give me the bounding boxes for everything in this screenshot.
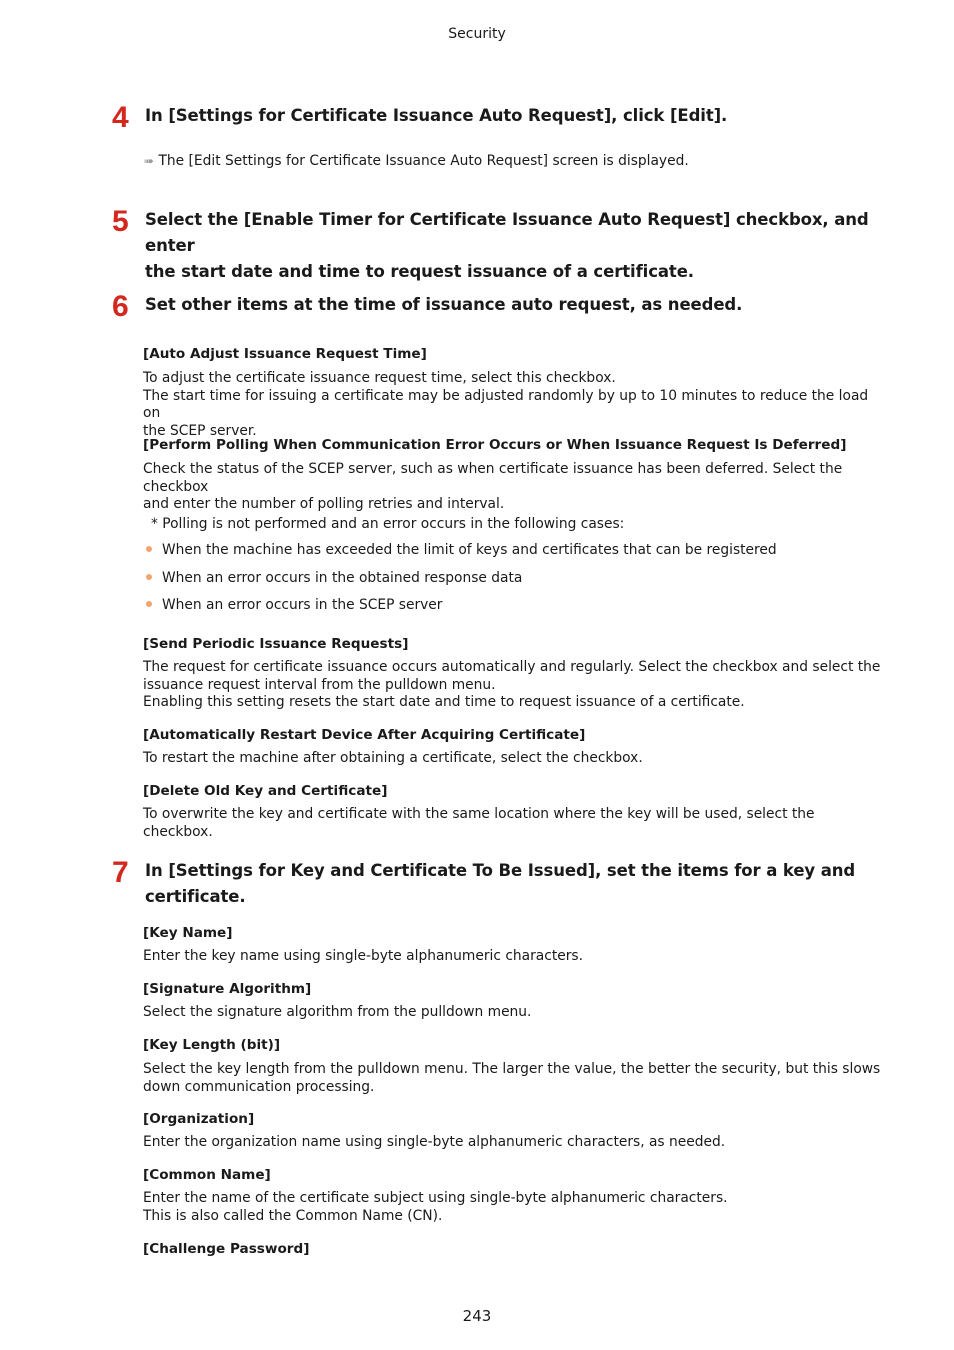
bullet-dot-icon (146, 546, 152, 552)
step-number-4: 4 (112, 101, 129, 134)
setting-description (143, 750, 888, 768)
setting-term: [Send Periodic Issuance Requests] (143, 636, 409, 652)
setting-term: [Auto Adjust Issuance Request Time] (143, 346, 427, 362)
description-line: Enter the name of the certificate subject using single-byte alphanumeric characters. (143, 1190, 728, 1206)
setting-description (143, 1061, 888, 1096)
description-line: the SCEP server. (143, 422, 257, 439)
bullet-item (146, 569, 522, 587)
description-line: and enter the number of polling retries and interval. (143, 496, 505, 512)
description-line: Enter the key name using single-byte alphanumeric characters. (143, 948, 583, 964)
step-title-6: Set other items at the time of issuance auto request, as needed. (145, 295, 743, 314)
description-line: down communication processing. (143, 1078, 375, 1095)
bullet-text: When the machine has exceeded the limit of keys and certificates that can be registered (162, 542, 777, 558)
bullet-dot-icon (146, 574, 152, 580)
setting-description (143, 370, 888, 440)
bullet-item (146, 596, 442, 614)
setting-description (143, 1134, 888, 1152)
setting-description (143, 1004, 888, 1022)
step-number-7: 7 (112, 856, 129, 889)
setting-term: [Key Length (bit)] (143, 1037, 281, 1053)
setting-description (143, 948, 888, 966)
description-line: Enter the organization name using single-byte alphanumeric characters, as needed. (143, 1134, 726, 1150)
step-result (144, 152, 689, 170)
bullet-text: When an error occurs in the SCEP server (162, 597, 443, 613)
step-title-line: certificate. (145, 887, 246, 906)
step-title-line: the start date and time to request issuance of a certificate. (145, 262, 694, 281)
setting-description (143, 806, 888, 841)
step-title-line: Select the [Enable Timer for Certificate Issuance Auto Request] checkbox, and enter (145, 210, 869, 255)
polling-note: * Polling is not performed and an error occurs in the following cases: (151, 516, 625, 532)
step-title-7 (145, 858, 885, 910)
setting-description (143, 1190, 888, 1225)
page-number: 243 (462, 1307, 492, 1325)
description-line: To restart the machine after obtaining a certificate, select the checkbox. (143, 750, 643, 766)
step-title-5 (145, 207, 885, 285)
description-line: The start time for issuing a certificate may be adjusted randomly by up to 10 minutes to reduce the load on (143, 387, 869, 421)
description-line: This is also called the Common Name (CN). (143, 1207, 443, 1224)
setting-term: [Common Name] (143, 1167, 271, 1183)
description-line: Check the status of the SCEP server, such as when certificate issuance has been deferred. Select the checkbox (143, 461, 843, 495)
result-arrow-icon: ➠ (144, 154, 152, 168)
description-line: Enabling this setting resets the start date and time to request issuance of a certificate. (143, 694, 745, 710)
setting-description (143, 659, 888, 712)
step-result-text: The [Edit Settings for Certificate Issuance Auto Request] screen is displayed. (158, 153, 689, 169)
description-line: To adjust the certificate issuance request time, select this checkbox. (143, 370, 616, 386)
description-line: The request for certificate issuance occurs automatically and regularly. Select the checkbox and select the (143, 659, 881, 675)
bullet-dot-icon (146, 601, 152, 607)
step-title-line: In [Settings for Key and Certificate To Be Issued], set the items for a key and (145, 861, 856, 880)
description-line: Select the key length from the pulldown menu. The larger the value, the better the security, but this slows (143, 1061, 881, 1077)
setting-term: [Automatically Restart Device After Acquiring Certificate] (143, 727, 586, 743)
setting-term: [Signature Algorithm] (143, 981, 312, 997)
description-line: Select the signature algorithm from the pulldown menu. (143, 1004, 532, 1020)
step-title-4: In [Settings for Certificate Issuance Auto Request], click [Edit]. (145, 106, 728, 125)
bullet-item (146, 541, 777, 559)
step-number-5: 5 (112, 205, 129, 238)
setting-term: [Delete Old Key and Certificate] (143, 783, 388, 799)
page-header-section: Security (448, 26, 506, 42)
step-number-6: 6 (112, 290, 129, 323)
description-line: issuance request interval from the pulldown menu. (143, 676, 496, 693)
description-line: To overwrite the key and certificate with the same location where the key will be used, select the checkbox. (143, 806, 815, 840)
setting-term: [Organization] (143, 1111, 255, 1127)
setting-term: [Perform Polling When Communication Error Occurs or When Issuance Request Is Deferred] (143, 437, 847, 453)
setting-term: [Key Name] (143, 925, 233, 941)
setting-term: [Challenge Password] (143, 1241, 310, 1257)
bullet-text: When an error occurs in the obtained response data (162, 570, 523, 586)
setting-description (143, 461, 888, 514)
